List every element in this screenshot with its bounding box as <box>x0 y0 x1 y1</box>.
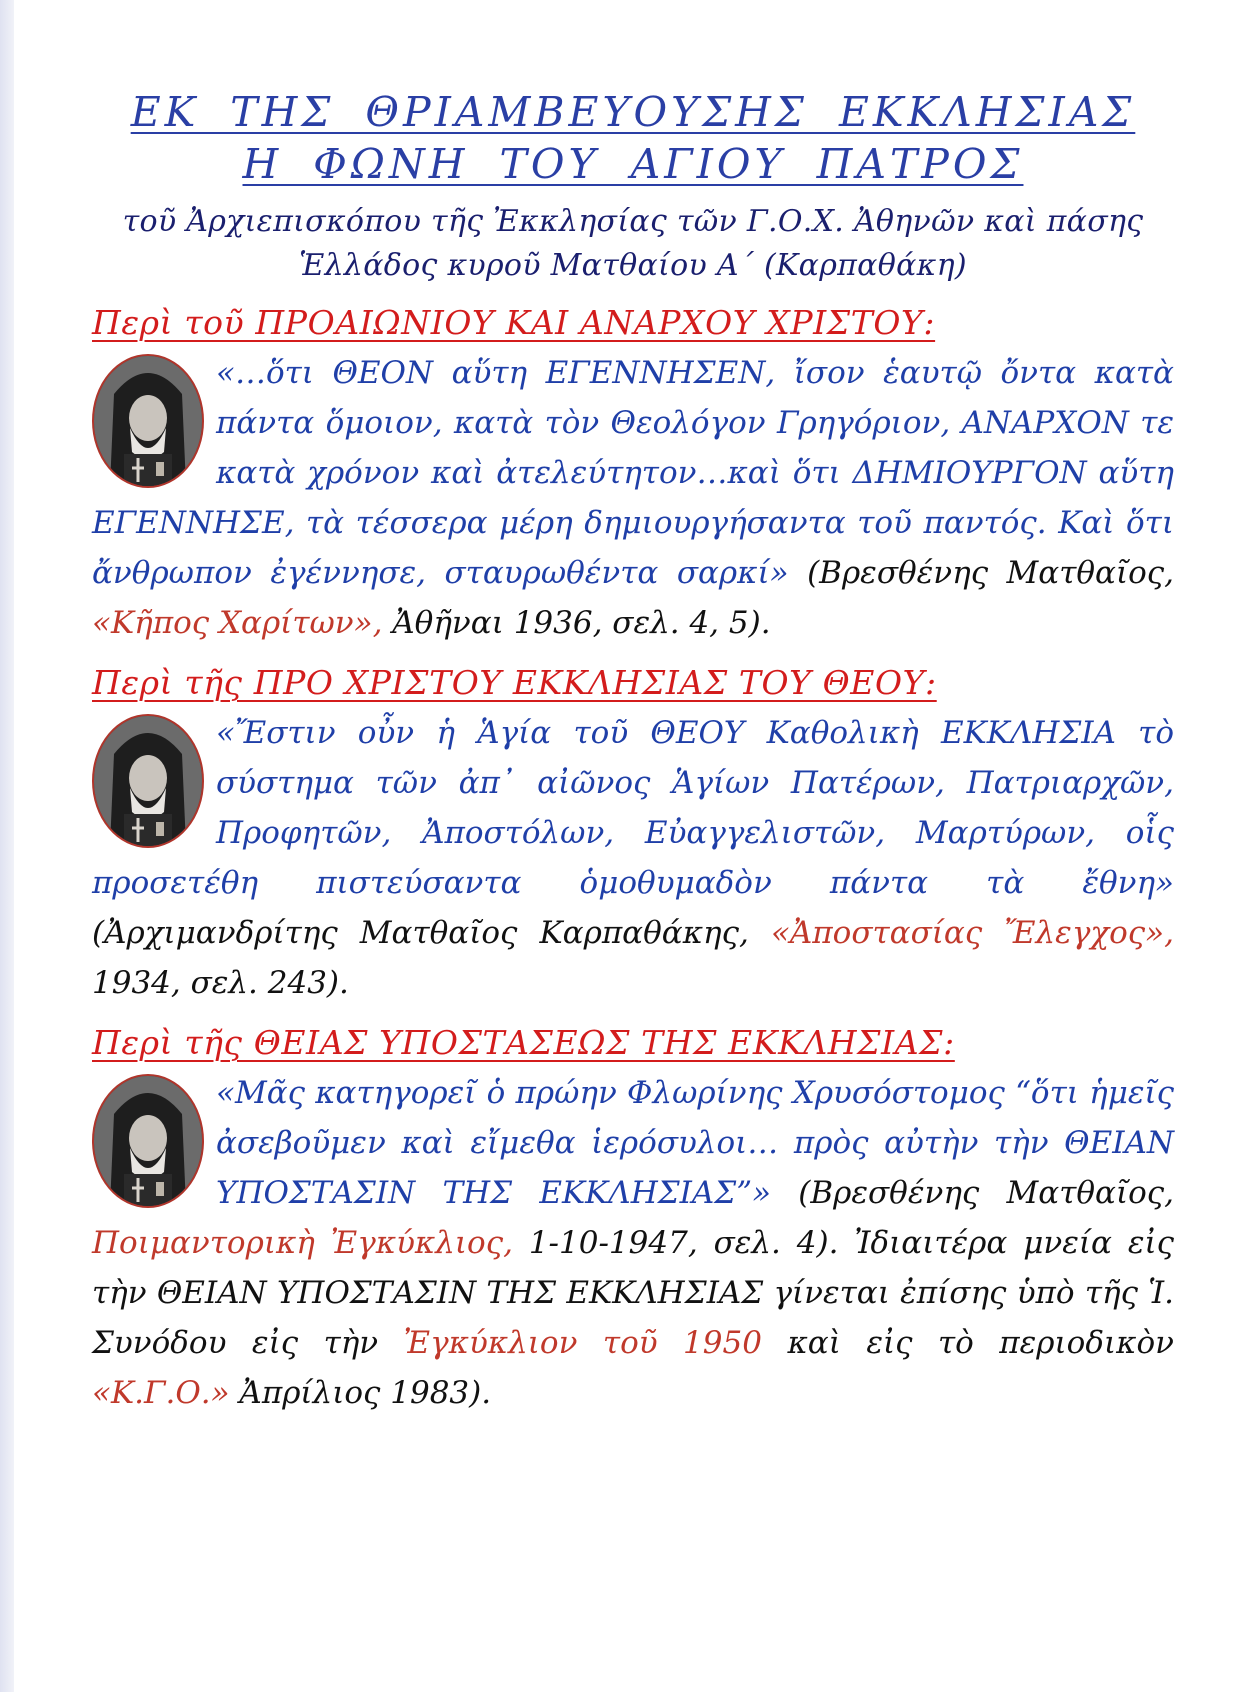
subtitle <box>92 200 1174 288</box>
source-text-end: Ἀθῆναι 1936, σελ. 4, 5). <box>382 605 771 641</box>
title-line-1: ΕΚ ΤΗΣ ΘΡΙΑΜΒΕΥΟΥΣΗΣ ΕΚΚΛΗΣΙΑΣ <box>130 88 1136 136</box>
source-title: «Ἀποστασίας Ἔλεγχος», <box>770 915 1174 951</box>
source-text: (Βρεσθένης Ματθαῖος, <box>771 1175 1174 1211</box>
section-heading: Περὶ τῆς ΠΡΟ ΧΡΙΣΤΟΥ ΕΚΚΛΗΣΙΑΣ ΤΟΥ ΘΕΟΥ: <box>92 663 937 702</box>
source-text-end: Ἀπρίλιος 1983). <box>229 1375 492 1411</box>
section-church-before-christ <box>92 658 1174 1008</box>
section-heading: Περὶ τοῦ ΠΡΟΑΙΩΝΙΟΥ ΚΑΙ ΑΝΑΡΧΟΥ ΧΡΙΣΤΟΥ: <box>92 303 936 342</box>
page-edge-strip <box>0 0 14 1692</box>
portrait-image <box>92 1074 204 1208</box>
source-text-end: 1934, σελ. 243). <box>92 965 349 1001</box>
section-heading: Περὶ τῆς ΘΕΙΑΣ ΥΠΟΣΤΑΣΕΩΣ ΤΗΣ ΕΚΚΛΗΣΙΑΣ: <box>92 1023 955 1062</box>
source-title: Ποιμαντορικὴ Ἐγκύκλιος, <box>92 1225 513 1261</box>
section-text <box>92 348 1174 648</box>
section-text <box>92 708 1174 1008</box>
document-page <box>92 86 1174 1418</box>
portrait-image <box>92 714 204 848</box>
source-title-2: Ἐγκύκλιον τοῦ 1950 <box>403 1325 762 1361</box>
section-eternal-christ <box>92 298 1174 648</box>
source-text-mid-2: καὶ εἰς τὸ περιοδικὸν <box>761 1325 1174 1361</box>
source-title-3: «Κ.Γ.Ο.» <box>92 1375 230 1411</box>
source-text-mid: 1-10-1947, σελ. 4). Ἰδιαιτέρα μνεία εἰς τὴν ΘΕΙΑΝ ΥΠΟΣΤΑΣΙΝ ΤΗΣ ΕΚΚΛΗΣΙΑΣ γίνεται ἐπίσης ὑπὸ τῆς Ἱ. Συνόδου εἰς τὴν <box>92 1225 1174 1361</box>
source-title: «Κῆπος Χαρίτων», <box>92 605 383 641</box>
subtitle-line-2: Ἑλλάδος κυροῦ Ματθαίου Α΄ (Καρπαθάκη) <box>299 248 967 283</box>
subtitle-line-1: τοῦ Ἀρχιεπισκόπου τῆς Ἐκκλησίας τῶν Γ.Ο.Χ. Ἀθηνῶν καὶ πάσης <box>122 204 1144 239</box>
section-divine-hypostasis <box>92 1018 1174 1418</box>
quote-text: «Μᾶς κατηγορεῖ ὁ πρώην Φλωρίνης Χρυσόστομος “ὅτι ἡμεῖς ἀσεβοῦμεν καὶ εἴμεθα ἱερόσυλοι… πρὸς αὐτὴν τὴν ΘΕΙΑΝ ΥΠΟΣΤΑΣΙΝ ΤΗΣ ΕΚΚΛΗΣΙΑΣ”» <box>216 1075 1174 1211</box>
title-line-2: Η ΦΩΝΗ ΤΟΥ ΑΓΙΟΥ ΠΑΤΡΟΣ <box>242 140 1024 188</box>
source-text: (Ἀρχιμανδρίτης Ματθαῖος Καρπαθάκης, <box>92 915 771 951</box>
portrait-image <box>92 354 204 488</box>
section-text <box>92 1068 1174 1418</box>
quote-text: «Ἔστιν οὖν ἡ Ἁγία τοῦ ΘΕΟΥ Καθολικὴ ΕΚΚΛΗΣΙΑ τὸ σύστημα τῶν ἀπ᾽ αἰῶνος Ἁγίων Πατέρων, Πατριαρχῶν, Προφητῶν, Ἀποστόλων, Εὐαγγελιστῶν, Μαρτύρων, οἷς προσετέθη πιστεύσαντα ὁμοθυμαδὸν πάντα τὰ ἔθνη» <box>92 715 1174 901</box>
source-text: (Βρεσθένης Ματθαῖος, <box>788 555 1174 591</box>
quote-text: «…ὅτι ΘΕΟΝ αὕτη ΕΓΕΝΝΗΣΕΝ, ἴσον ἑαυτῷ ὄντα κατὰ πάντα ὅμοιον, κατὰ τὸν Θεολόγον Γρηγόριον, ΑΝΑΡΧΟΝ τε κατὰ χρόνον καὶ ἀτελεύτητον…καὶ ὅτι ΔΗΜΙΟΥΡΓΟΝ αὕτη ΕΓΕΝΝΗΣΕ, τὰ τέσσερα μέρη δημιουργήσαντα τοῦ παντός. Καὶ ὅτι ἄνθρωπον ἐγέννησε, σταυρωθέντα σαρκί» <box>92 355 1174 591</box>
